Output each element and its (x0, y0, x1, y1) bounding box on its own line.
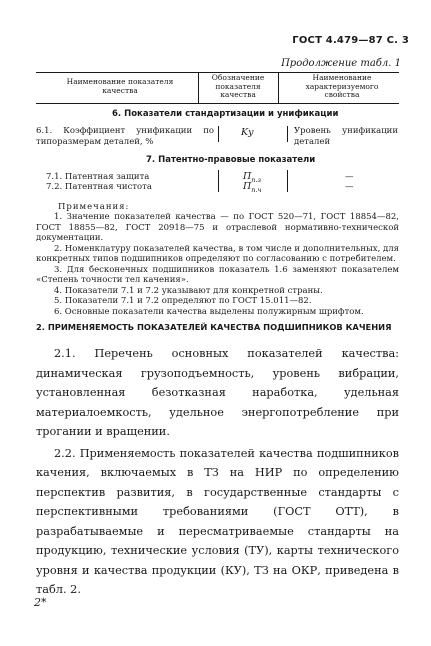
row-7-2-name: 7.2. Патентная чистота (46, 182, 152, 192)
table-continuation-label: Продолжение табл. 1 (281, 58, 401, 69)
row-6-1-name: 6.1. Коэффициент унификации по типоразмерам деталей, % (36, 126, 214, 147)
row-7-1-symbol-sub: п.з (251, 175, 262, 184)
note-item-2: 2. Номенклатуру показателей качества, в том числе и дополнительных, для конкретных типов подшипников определяют по согласованию с потребителем. (36, 243, 399, 264)
page-mark: 2* (34, 596, 47, 609)
row-6-1-symbol: Kу (241, 127, 254, 138)
standard-header: ГОСТ 4.479—87 С. 3 (292, 35, 409, 46)
note-item-4: 4. Показатели 7.1 и 7.2 указывают для конкретной страны. (54, 285, 323, 296)
note-item-3: 3. Для бесконечных подшипников показатель 1.6 заменяют показателем «Степень точности тел качения». (36, 264, 399, 285)
table-col-divider-1 (198, 72, 199, 103)
row-6-1-divider-2 (287, 126, 288, 142)
row-7-1-symbol: $П_{п.з}$ (243, 171, 262, 184)
notes-list (36, 212, 399, 317)
row-7-2-symbol-sub: п.ч (251, 185, 262, 194)
row-6-1-divider-1 (218, 126, 219, 142)
table-header-bottom-border (36, 103, 399, 104)
row-7-divider-1 (218, 170, 219, 192)
section-2-body (36, 344, 399, 600)
paragraph-2-2: 2.2. Применяемость показателей качества подшипников качения, включаемых в ТЗ на НИР по определению перспектив развития, в государственные стандарты с перспективными требованиями (ГОСТ ОТТ), в разрабатываемые и пересматриваемые стандарты на продукцию, технические условия (ТУ), карты технического уровня и качества продукции (КУ), ТЗ на ОКР, приведена в табл. 2. (36, 446, 399, 596)
column-header-property: Наименование характеризуемого свойства (305, 73, 379, 99)
row-7-divider-2 (287, 170, 288, 192)
row-7-2-symbol: $П_{п.ч}$ (243, 181, 262, 194)
section-2-title: 2. ПРИМЕНЯЕМОСТЬ ПОКАЗАТЕЛЕЙ КАЧЕСТВА ПОДШИПНИКОВ КАЧЕНИЯ (36, 322, 392, 332)
note-item-6: 6. Основные показатели качества выделены полужирным шрифтом. (54, 306, 364, 317)
column-header-name: Наименование показателя качества (66, 77, 174, 95)
notes-title: Примечания: (58, 202, 130, 212)
paragraph-2-1: 2.1. Перечень основных показателей качества: динамическая грузоподъемность, уровень вибрации, установленная безотказная наработка, удельная материалоемкость, удельное энергопотребление при трогании и вращении. (36, 347, 399, 438)
row-7-1-name: 7.1. Патентная защита (46, 172, 150, 182)
section-7-title: 7. Патентно-правовые показатели (146, 155, 316, 165)
section-6-title: 6. Показатели стандартизации и унификации (112, 109, 339, 119)
row-7-2-property: — (345, 182, 354, 192)
column-header-symbol: Обозначение показателя качества (211, 73, 265, 99)
note-item-5: 5. Показатели 7.1 и 7.2 определяют по ГОСТ 15.011—82. (54, 296, 312, 306)
note-item-1: 1. Значение показателей качества — по ГОСТ 520—71, ГОСТ 18854—82, ГОСТ 18855—82, ГОСТ 20918—75 и отраслевой нормативно-технической документации. (36, 212, 399, 243)
table-col-divider-2 (278, 72, 279, 103)
row-7-1-property: — (345, 172, 354, 182)
row-6-1-property: Уровень унификации деталей (294, 126, 398, 147)
